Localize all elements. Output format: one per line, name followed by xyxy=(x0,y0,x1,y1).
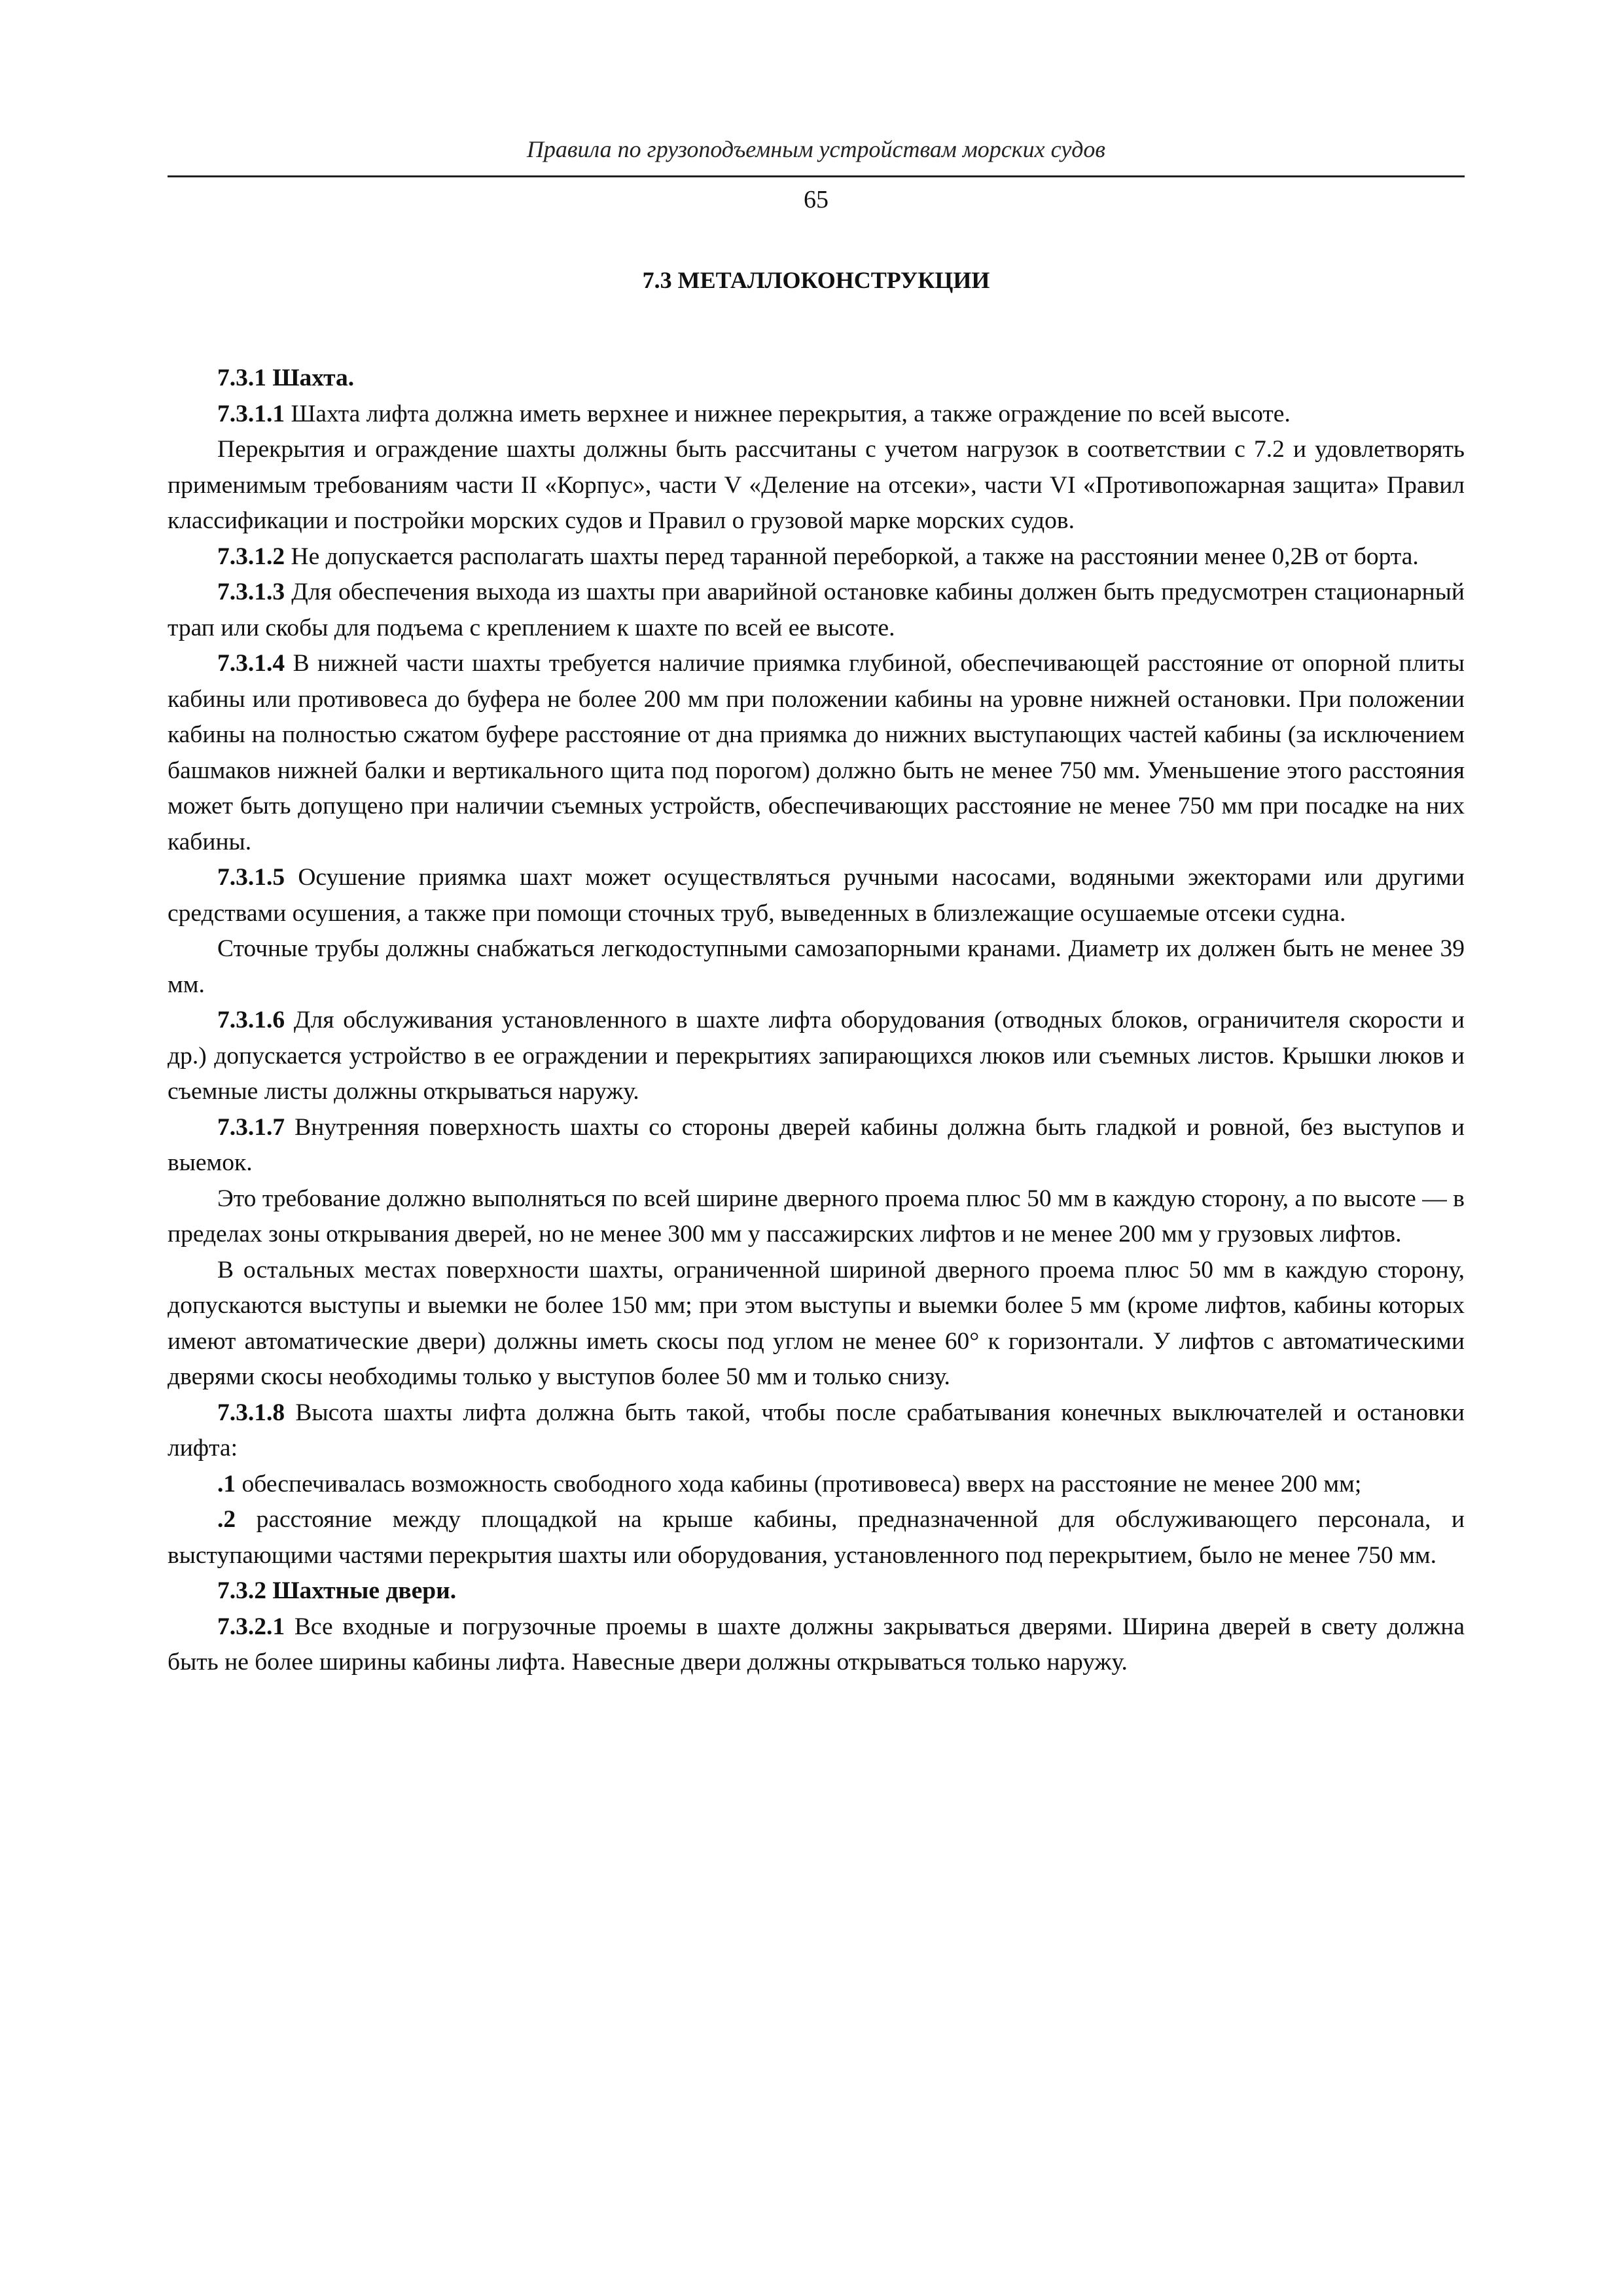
paragraph xyxy=(168,1253,1465,1395)
paragraph-text: Высота шахты лифта должна быть такой, чтобы после срабатывания конечных выключателей и остановки лифта: xyxy=(168,1399,1465,1462)
paragraph-label: .2 xyxy=(217,1506,236,1533)
paragraph-text: Осушение приямка шахт может осуществляться ручными насосами, водяными эжекторами или другими средствами осушения, а также при помощи сточных труб, выведенных в близлежащие осушаемые отсеки судна. xyxy=(168,864,1465,927)
paragraph-label: 7.3.1.7 xyxy=(217,1113,285,1141)
paragraph xyxy=(168,1110,1465,1181)
paragraph-text: Не допускается располагать шахты перед таранной переборкой, а также на расстоянии менее 0,2B от борта. xyxy=(285,543,1419,570)
paragraph xyxy=(168,1003,1465,1110)
paragraph-text: Сточные трубы должны снабжаться легкодоступными самозапорными кранами. Диаметр их должен быть не менее 39 мм. xyxy=(168,935,1465,998)
paragraph xyxy=(168,1395,1465,1467)
paragraph xyxy=(168,361,1465,397)
paragraph-label: .1 xyxy=(217,1470,236,1498)
section-title: 7.3 МЕТАЛЛОКОНСТРУКЦИИ xyxy=(642,267,990,293)
paragraph-text: Шахта лифта должна иметь верхнее и нижнее перекрытия, а также ограждение по всей высоте. xyxy=(285,400,1291,427)
paragraph-text: Это требование должно выполняться по всей ширине дверного проема плюс 50 мм в каждую сторону, а по высоте — в пределах зоны открывания дверей, но не менее 300 мм у пассажирских лифтов и не менее 200 мм у грузовых лифтов. xyxy=(168,1185,1465,1247)
paragraph-label: 7.3.1.8 xyxy=(217,1399,285,1426)
paragraph xyxy=(168,397,1465,433)
paragraph-label: 7.3.1.2 xyxy=(217,543,285,570)
paragraph-label: 7.3.1.6 xyxy=(217,1007,285,1033)
paragraph-label: 7.3.1.5 xyxy=(217,864,285,891)
paragraph xyxy=(168,1181,1465,1253)
paragraph-label: 7.3.1.1 xyxy=(217,400,285,427)
paragraph xyxy=(168,575,1465,646)
header-divider xyxy=(168,175,1465,177)
paragraph xyxy=(168,860,1465,931)
paragraph xyxy=(168,1609,1465,1681)
body-text xyxy=(168,361,1465,1681)
paragraph-label: 7.3.2 Шахтные двери. xyxy=(217,1577,457,1604)
paragraph-text: Перекрытия и ограждение шахты должны быть рассчитаны с учетом нагрузок в соответствии с 7.2 и удовлетворять применимым требованиям части II «Корпус», части V «Деление на отсеки», части VI «Противопожарная защита» Правил классификации и постройки морских судов и Правил о грузовой марке морских судов. xyxy=(168,436,1465,534)
paragraph-text: обеспечивалась возможность свободного хода кабины (противовеса) вверх на расстояние не менее 200 мм; xyxy=(236,1470,1362,1498)
paragraph xyxy=(168,539,1465,575)
paragraph-label: 7.3.1.3 xyxy=(217,579,285,605)
paragraph xyxy=(168,646,1465,860)
paragraph xyxy=(168,1573,1465,1609)
paragraph-text: расстояние между площадкой на крыше кабины, предназначенной для обслуживающего персонала, и выступающими частями перекрытия шахты или оборудования, установленного под перекрытием, было не менее 750 мм. xyxy=(168,1506,1465,1569)
paragraph-text: Все входные и погрузочные проемы в шахте должны закрываться дверями. Ширина дверей в свету должна быть не более ширины кабины лифта. Навесные двери должны открываться только наружу. xyxy=(168,1613,1465,1676)
paragraph-label: 7.3.1 Шахта. xyxy=(217,365,355,391)
paragraph xyxy=(168,931,1465,1003)
paragraph xyxy=(168,432,1465,539)
paragraph xyxy=(168,1467,1465,1503)
page-number: 65 xyxy=(804,186,829,213)
paragraph xyxy=(168,1502,1465,1573)
paragraph-text: Внутренняя поверхность шахты со стороны дверей кабины должна быть гладкой и ровной, без выступов и выемок. xyxy=(168,1113,1465,1176)
paragraph-text: Для обеспечения выхода из шахты при аварийной остановке кабины должен быть предусмотрен стационарный трап или скобы для подъема с креплением к шахте по всей ее высоте. xyxy=(168,579,1465,641)
paragraph-text: В нижней части шахты требуется наличие приямка глубиной, обеспечивающей расстояние от опорной плиты кабины или противовеса до буфера не более 200 мм при положении кабины на уровне нижней остановки. При положении кабины на полностью сжатом буфере расстояние от дна приямка до нижних выступающих частей кабины (за исключением башмаков нижней балки и вертикального щита под порогом) должно быть не менее 750 мм. Уменьшение этого расстояния может быть допущено при наличии съемных устройств, обеспечивающих расстояние не менее 750 мм при посадке на них кабины. xyxy=(168,650,1465,855)
paragraph-text: В остальных местах поверхности шахты, ограниченной шириной дверного проема плюс 50 мм в каждую сторону, допускаются выступы и выемки не более 150 мм; при этом выступы и выемки более 5 мм (кроме лифтов, кабины которых имеют автоматические двери) должны иметь скосы под углом не менее 60° к горизонтали. У лифтов с автоматическими дверями скосы необходимы только у выступов более 50 мм и только снизу. xyxy=(168,1256,1465,1390)
paragraph-label: 7.3.2.1 xyxy=(217,1613,285,1640)
paragraph-text: Для обслуживания установленного в шахте лифта оборудования (отводных блоков, ограничителя скорости и др.) допускается устройство в ее ограждении и перекрытиях запирающихся люков или съемных листов. Крышки люков и съемные листы должны открываться наружу. xyxy=(168,1007,1465,1105)
paragraph-label: 7.3.1.4 xyxy=(217,650,285,677)
running-header: Правила по грузоподъемным устройствам морских судов xyxy=(526,136,1106,162)
